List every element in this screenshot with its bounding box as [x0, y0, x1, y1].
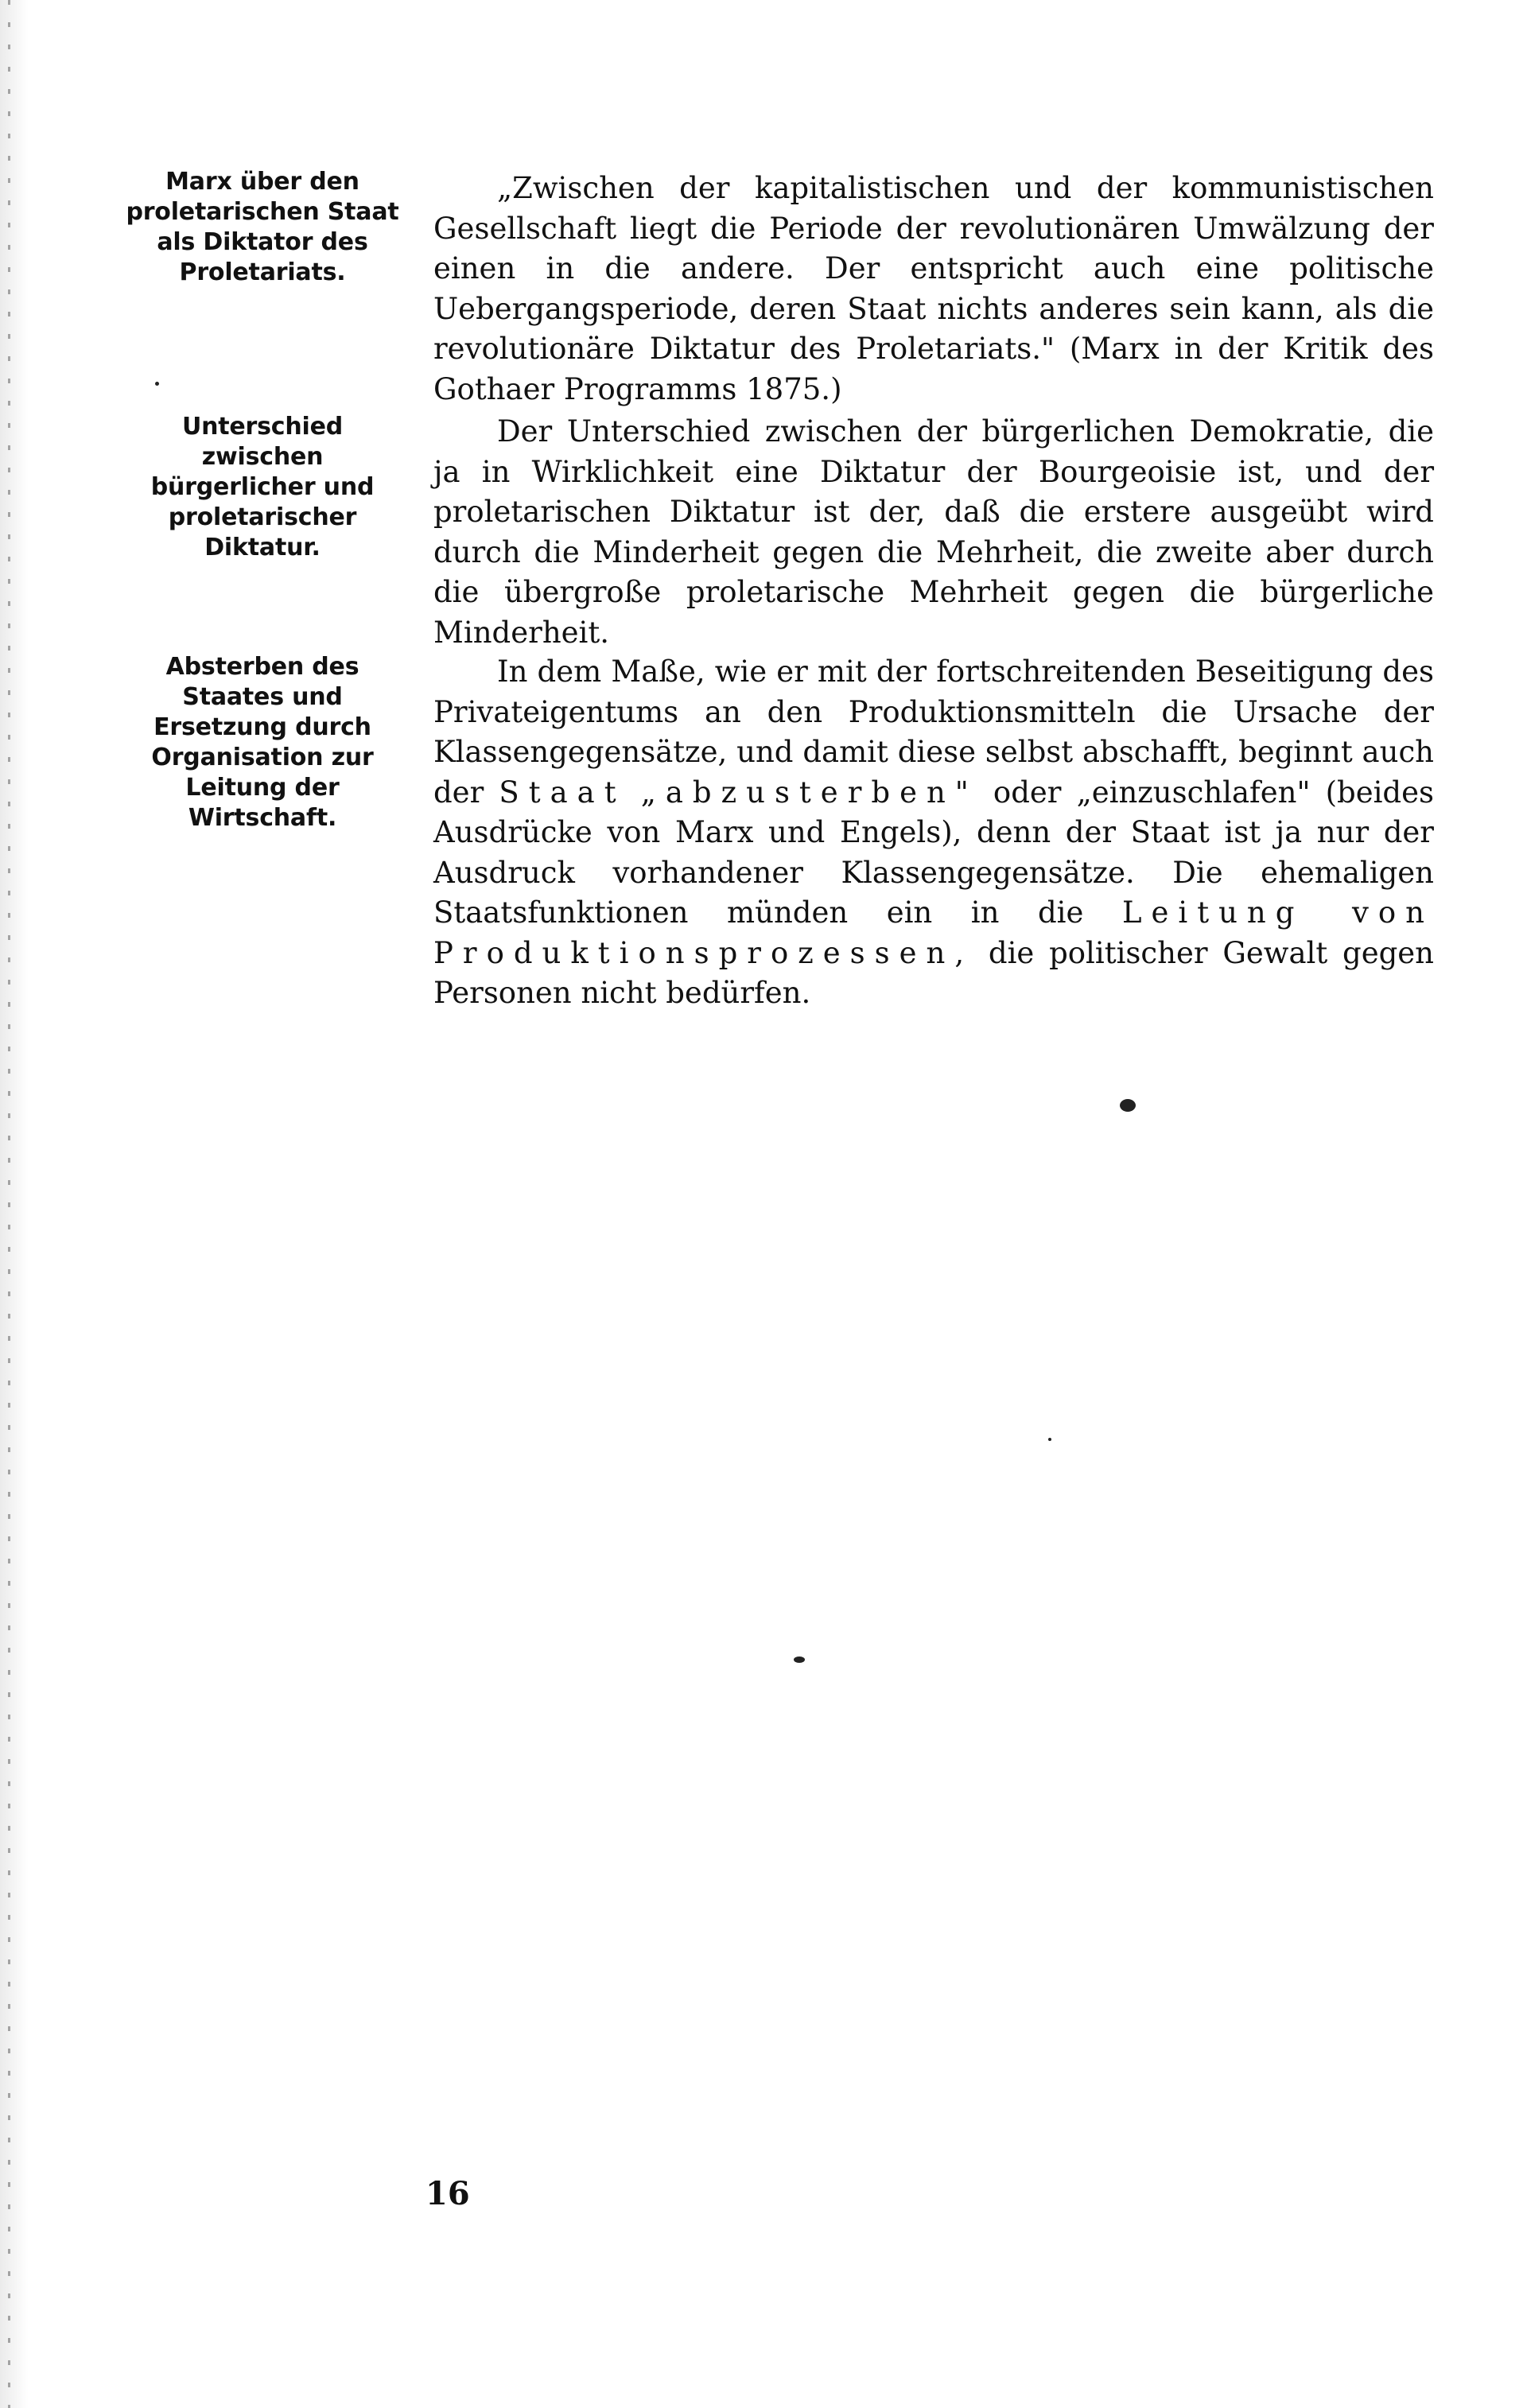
ink-speck [155, 382, 159, 386]
text-segment: die politischer Gewalt gegen Personen nicht bedürfen. [433, 935, 1435, 1010]
text-segment: oder „einzuschlafen" (beides Ausdrücke von Marx und Engels), denn der Staat ist ja nur der Ausdruck vorhandener Klassengegensätze. Die ehemaligen Staatsfunktionen münden ein in die [433, 775, 1435, 930]
paragraph-democracy-vs-dictatorship: Der Unterschied zwischen der bürgerlichen Demokratie, die ja in Wirklichkeit eine Diktatur der Bourgeoisie ist, und der proletarischen Diktatur ist der, daß die erstere ausgeübt wird durch die Minderheit gegen die Mehrheit, die zweite aber durch die übergroße proletarische Mehrheit gegen die bürgerliche Minderheit. [433, 414, 1434, 650]
ink-speck [794, 1656, 805, 1663]
spaced-phrase-leitung: Leitung von Produktionsprozessen, [433, 895, 1434, 970]
margin-note-marx: Marx über den proletarischen Staat als Diktator des Proletariats. [126, 168, 399, 286]
margin-note-unterschied: Unterschied zwischen bürgerlicher und proletarischer Diktatur. [150, 413, 375, 561]
scan-edge-artifact [8, 0, 10, 2408]
page-number: 16 [425, 2175, 470, 2212]
text-segment: In dem Maße, wie er mit der fortschreitenden Beseitigung des Privateigentums an den Produktionsmitteln die Ursache der Klassengegensätze, und damit diese selbst abschafft, beginnt auch der [433, 654, 1434, 810]
ink-speck [1048, 1438, 1051, 1441]
spaced-word-staat: Staat [499, 775, 626, 810]
paragraph-marx-quote: „Zwischen der kapitalistischen und der kommunistischen Gesellschaft liegt die Periode der revolutionären Umwälzung der einen in die andere. Der entspricht auch eine politische Uebergangsperiode, deren Staat nichts anderes sein kann, als die revolutionäre Diktatur des Proletariats." (Marx in der Kritik des Gothaer Programms 1875.) [433, 171, 1434, 406]
ink-speck [1120, 1099, 1136, 1112]
spaced-word-absterben: „abzusterben" [640, 775, 978, 810]
scan-edge-shadow [0, 0, 29, 2408]
margin-note-absterben: Absterben des Staates und Ersetzung durch Organisation zur Leitung der Wirtschaft. [151, 653, 374, 832]
paragraph-withering-state [433, 652, 1434, 1014]
